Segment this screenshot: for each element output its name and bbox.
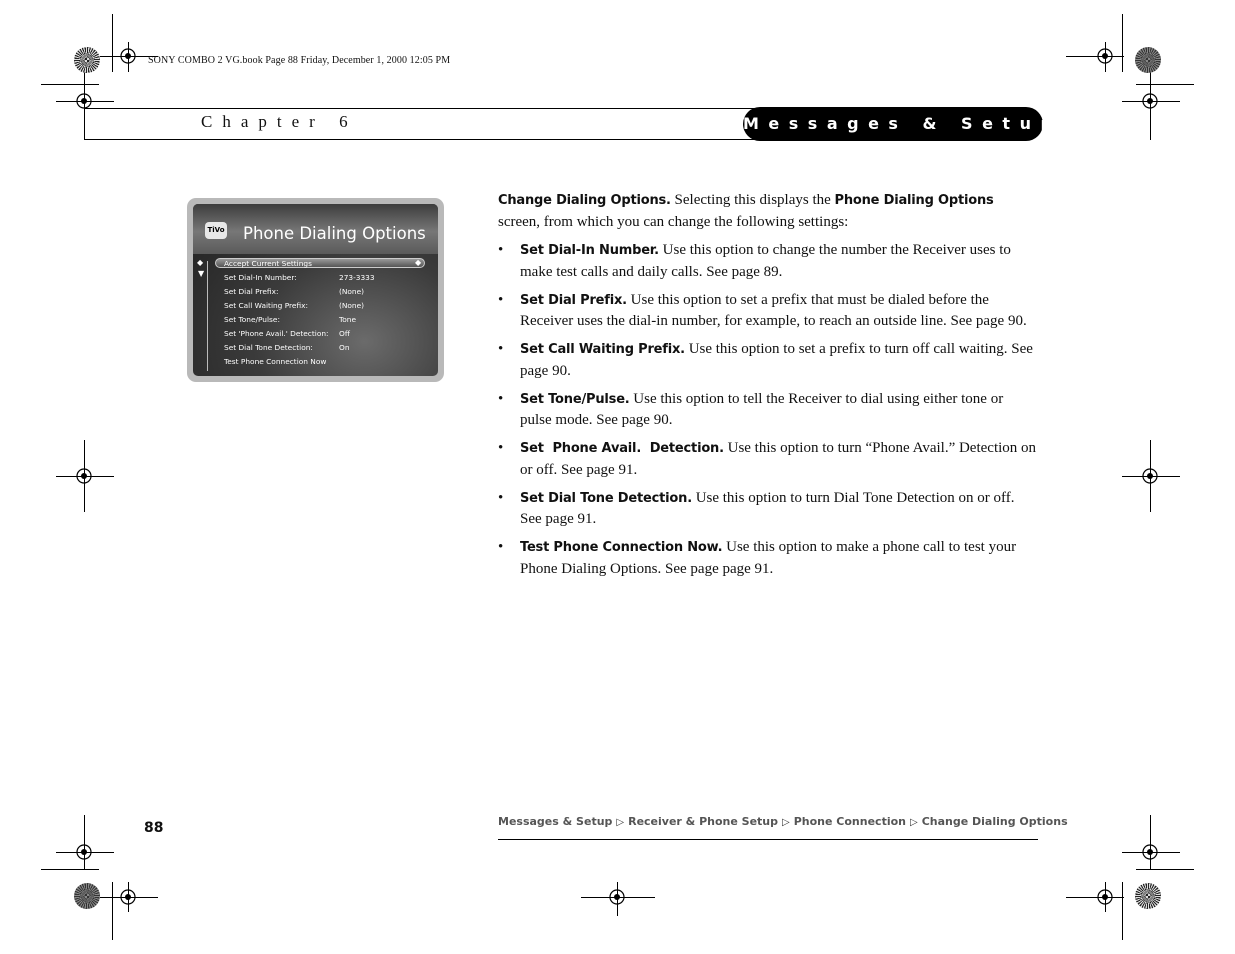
bullet-icon: • [498,539,504,555]
tv-menu-item: Set Tone/Pulse: [224,315,280,324]
bullet-icon: • [498,242,504,258]
page-number: 88 [144,820,164,836]
option-term: Set Dial-In Number. [520,243,659,258]
intro-term: Change Dialing Options. [498,193,671,208]
tv-menu-item: Set Call Waiting Prefix: [224,301,308,310]
color-rosette-icon [74,47,100,73]
option-description: Use this option to set a prefix that must be dialed before the Receiver uses the dial-in number, for example, to reach an outside line. See page 90. [520,291,1027,329]
bullet-icon: • [498,440,504,456]
intro-text: Selecting this displays the [670,192,835,208]
registration-mark-icon [71,839,97,865]
registration-mark-icon [1137,88,1163,114]
list-item [498,488,1038,530]
option-description: Use this option to make a phone call to test your Phone Dialing Options. See page page 91. [520,539,1017,577]
down-arrow-icon: ▼ [198,269,205,278]
option-term: Set Phone Avail. Detection. [520,441,724,456]
tv-menu-item: Set Dial Prefix: [224,287,279,296]
bullet-icon: • [498,489,504,506]
list-item [498,339,1038,381]
option-term: Set Call Waiting Prefix. [520,342,685,357]
tv-menu-value: (None) [339,301,365,310]
breadcrumb-item: Change Dialing Options [921,815,1068,828]
registration-mark-icon [1137,839,1163,865]
option-term: Test Phone Connection Now. [520,540,723,555]
breadcrumb [498,815,1068,828]
tv-menu-item: Set Dial-In Number: [224,273,297,282]
list-item [498,438,1038,480]
tv-screen-title: Phone Dialing Options [243,224,426,243]
color-rosette-icon [1135,47,1161,73]
triangle-right-icon: ▷ [616,817,625,828]
color-rosette-icon [74,883,100,909]
option-description: Use this option to turn “Phone Avail.” Detection on or off. See page 91. [520,440,1037,478]
breadcrumb-item: Messages & Setup [498,815,613,828]
registration-mark-icon [1092,43,1118,69]
registration-mark-icon [1092,884,1118,910]
right-arrow-icon: ◆ [415,258,422,267]
intro-paragraph [498,190,1038,232]
tv-menu-value: 273-3333 [339,273,375,282]
bullet-icon: • [498,341,504,357]
list-item [498,240,1038,282]
registration-mark-icon [71,463,97,489]
option-term: Set Dial Prefix. [520,292,627,308]
list-item [498,290,1038,332]
breadcrumb-item: Receiver & Phone Setup [628,815,779,828]
list-item [498,389,1038,431]
color-rosette-icon [1135,883,1161,909]
tv-menu-item: Set Dial Tone Detection: [224,343,313,352]
bullet-icon: • [498,390,504,407]
option-list [498,240,1038,579]
main-content [498,190,1038,587]
list-item [498,537,1038,579]
registration-mark-icon [115,884,141,910]
screen-name: Phone Dialing Options [834,193,994,208]
registration-mark-icon [115,43,141,69]
intro-text: screen, from which you can change the following settings: [498,213,849,230]
tv-menu-value: (None) [339,287,365,296]
option-description: Use this option to tell the Receiver to dial using either tone or pulse mode. See page 90. [520,390,1004,428]
breadcrumb-item: Phone Connection [793,815,906,828]
tv-menu-value: Off [339,329,350,338]
tv-menu-item: Accept Current Settings [224,259,312,268]
registration-mark-icon [604,884,630,910]
tv-menu-value: Tone [339,315,357,324]
option-term: Set Dial Tone Detection. [520,490,692,506]
option-description: Use this option to change the number the Receiver uses to make test calls and daily calls. See page 89. [520,242,1011,280]
option-term: Set Tone/Pulse. [520,391,630,407]
bullet-icon: • [498,291,504,308]
chapter-label: Chapter 6 [201,112,358,131]
registration-mark-icon [1137,463,1163,489]
option-description: Use this option to turn Dial Tone Detection on or off. See page 91. [520,489,1015,527]
print-info-line: SONY COMBO 2 VG.book Page 88 Friday, December 1, 2000 12:05 PM [148,55,451,66]
tv-left-rail [207,261,208,371]
header-rule [84,108,784,140]
footer-rule [498,839,1038,840]
tv-menu-item: Set 'Phone Avail.' Detection: [224,329,329,338]
left-arrow-icon: ◆ [197,258,204,267]
tv-screenshot [187,198,444,382]
tv-menu-item: Test Phone Connection Now [224,357,327,366]
tv-menu-value: On [339,343,350,352]
tv-screen [193,204,438,376]
section-title: Messages & Setup [743,107,1043,141]
triangle-right-icon: ▷ [782,817,790,828]
option-description: Use this option to set a prefix to turn off call waiting. See page 90. [520,341,1033,379]
tivo-logo: TiVo [205,222,227,239]
triangle-right-icon: ▷ [910,817,918,828]
